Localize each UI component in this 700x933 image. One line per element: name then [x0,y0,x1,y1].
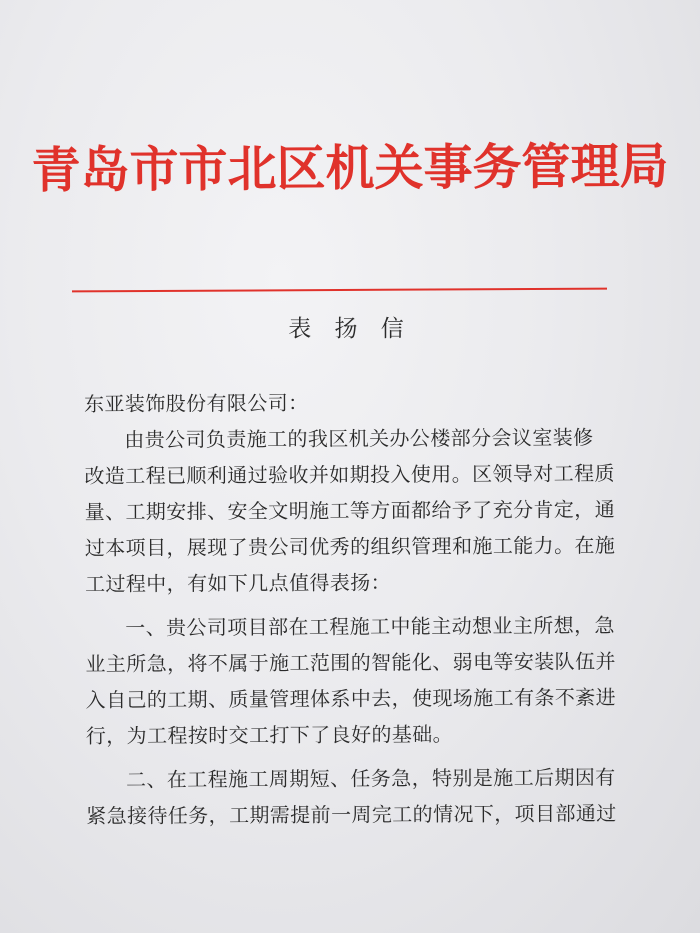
paragraph-3-line: 紧急接待任务，工期需提前一周完工的情况下，项目部通过 [86,801,617,828]
paragraph-2-line: 入自己的工期、质量管理体系中去，使现场施工有条不紊进 [85,685,617,712]
paragraph-1-line: 改造工程已顺利通过验收并如期投入使用。区领导对工程质 [84,461,615,488]
letterhead-red-rule [72,288,607,293]
paragraph-1-line: 量、工期安排、安全文明施工等方面都给予了充分肯定，通 [84,497,616,524]
paragraph-1-line: 由贵公司负责施工的我区机关办公楼部分会议室装修 [124,425,594,452]
salutation: 东亚装饰股份有限公司： [84,390,309,416]
paragraph-2-line: 业主所急，将不属于施工范围的智能化、弱电等安装队伍并 [85,649,616,676]
paragraph-2-line: 一、贵公司项目部在工程施工中能主动想业主所想，急 [125,613,615,640]
letter-title: 表 扬 信 [288,316,412,342]
paragraph-1-line: 过本项目，展现了贵公司优秀的组织管理和施工能力。在施 [84,533,616,560]
letterhead-organization: 青岛市市北区机关事务管理局 [31,136,669,200]
paragraph-3-line: 二、在工程施工周期短、任务急，特别是施工后期因有 [125,765,616,792]
letter-body [84,383,616,834]
paragraph-1-line: 工过程中，有如下几点值得表扬： [84,570,392,596]
paragraph-2-line: 行，为工程按时交工打下了良好的基础。 [85,722,454,748]
